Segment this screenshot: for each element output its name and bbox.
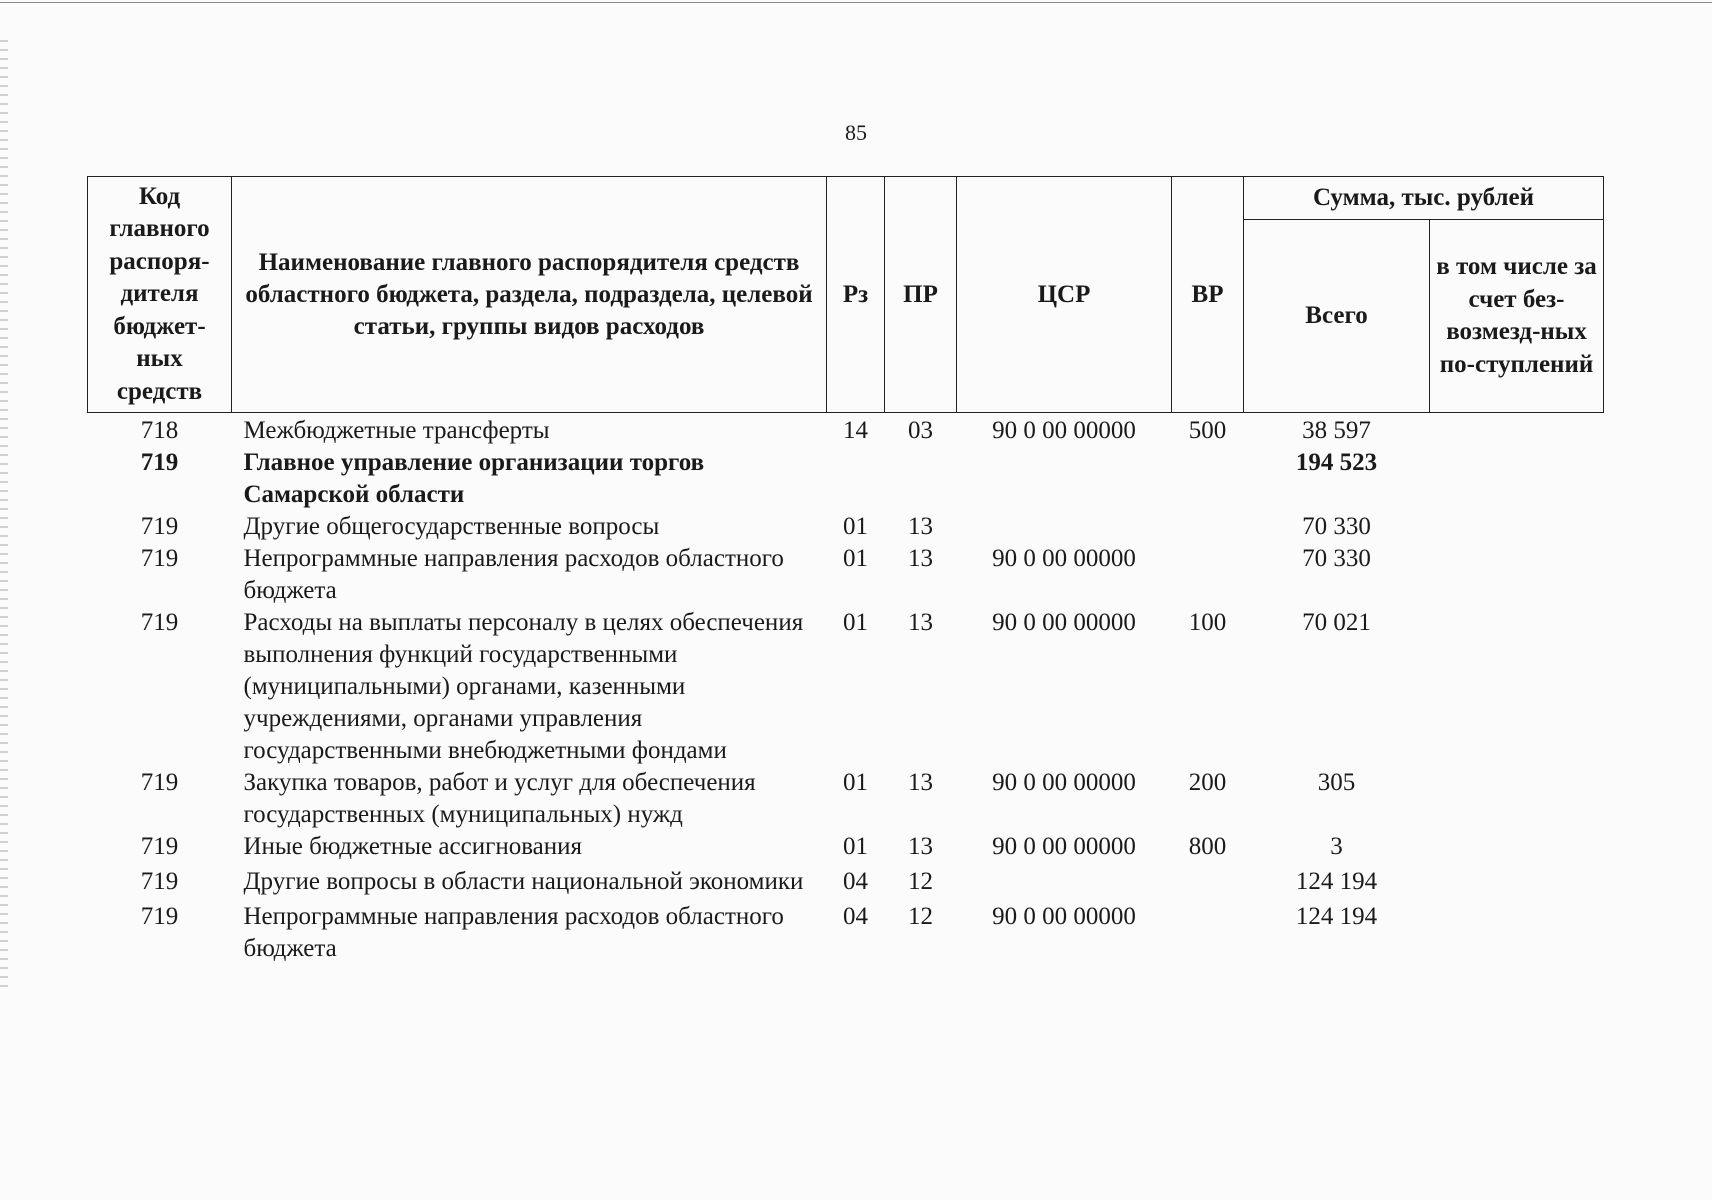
row-total: 305 xyxy=(1317,769,1356,796)
row-free xyxy=(1430,898,1604,965)
row-vr: 800 xyxy=(1188,833,1227,860)
row-pr: 13 xyxy=(908,833,933,860)
row-pr: 13 xyxy=(908,609,933,636)
row-csr: 90 0 00 00000 xyxy=(992,903,1136,930)
row-name: Расходы на выплаты персоналу в целях обеспечения выполнения функций государственными (муниципальными) органами, казенными учреждениями, органами управления государственными внебюджетными фондами xyxy=(243,609,804,764)
row-total: 38 597 xyxy=(1302,417,1371,444)
row-rz: 04 xyxy=(843,903,868,930)
row-total: 70 330 xyxy=(1302,513,1371,540)
row-vr xyxy=(1172,447,1244,511)
row-code: 719 xyxy=(140,609,179,636)
header-code: Код главного распоря-дителя бюджет-ных средств xyxy=(88,177,232,413)
row-rz: 01 xyxy=(843,513,868,540)
row-free xyxy=(1430,511,1604,543)
row-csr: 90 0 00 00000 xyxy=(992,833,1136,860)
row-code: 719 xyxy=(140,513,179,540)
row-code: 719 xyxy=(140,868,179,895)
table-body xyxy=(88,413,1604,966)
row-total: 70 021 xyxy=(1302,609,1371,636)
row-pr: 13 xyxy=(908,545,933,572)
header-pr: ПР xyxy=(885,177,957,413)
row-rz xyxy=(827,447,885,511)
header-rz: Рз xyxy=(827,177,885,413)
table-row-organization xyxy=(88,447,1604,511)
budget-table xyxy=(87,176,1604,965)
row-pr: 12 xyxy=(908,903,933,930)
row-name: Другие общегосударственные вопросы xyxy=(243,513,660,540)
row-csr: 90 0 00 00000 xyxy=(992,769,1136,796)
row-total: 70 330 xyxy=(1302,545,1371,572)
row-free xyxy=(1430,607,1604,767)
row-name: Межбюджетные трансферты xyxy=(243,417,550,444)
row-vr xyxy=(1172,898,1244,965)
row-vr: 200 xyxy=(1188,769,1227,796)
row-name: Закупка товаров, работ и услуг для обеспечения государственных (муниципальных) нужд xyxy=(243,769,756,828)
row-rz: 04 xyxy=(843,868,868,895)
row-name: Другие вопросы в области национальной экономики xyxy=(243,868,804,895)
header-vr: ВР xyxy=(1172,177,1244,413)
table-row xyxy=(88,831,1604,863)
row-free xyxy=(1430,447,1604,511)
header-name: Наименование главного распорядителя средств областного бюджета, раздела, подраздела, целевой статьи, группы видов расходов xyxy=(232,177,827,413)
row-code: 719 xyxy=(140,449,179,476)
header-csr: ЦСР xyxy=(957,177,1172,413)
row-rz: 01 xyxy=(843,609,868,636)
header-sum-group: Сумма, тыс. рублей xyxy=(1244,177,1604,220)
row-csr: 90 0 00 00000 xyxy=(992,609,1136,636)
row-free xyxy=(1430,543,1604,607)
row-free xyxy=(1430,767,1604,831)
row-pr xyxy=(885,447,957,511)
row-csr: 90 0 00 00000 xyxy=(992,545,1136,572)
table-header xyxy=(88,177,1604,413)
row-code: 719 xyxy=(140,769,179,796)
row-total: 124 194 xyxy=(1295,903,1378,930)
row-pr: 13 xyxy=(908,513,933,540)
row-name: Главное управление организации торгов Самарской области xyxy=(243,449,705,508)
header-free: в том числе за счет без-возмезд-ных по-ступлений xyxy=(1430,220,1604,413)
row-vr xyxy=(1172,863,1244,898)
table-row xyxy=(88,511,1604,543)
row-free xyxy=(1430,413,1604,448)
page-top-edge xyxy=(0,2,1712,3)
row-total: 194 523 xyxy=(1295,449,1378,476)
row-pr: 03 xyxy=(908,417,933,444)
row-vr xyxy=(1172,511,1244,543)
row-total: 3 xyxy=(1330,833,1343,860)
row-total: 124 194 xyxy=(1295,868,1378,895)
row-code: 719 xyxy=(140,545,179,572)
table-row xyxy=(88,898,1604,965)
table-row xyxy=(88,543,1604,607)
row-rz: 01 xyxy=(843,769,868,796)
row-csr: 90 0 00 00000 xyxy=(992,417,1136,444)
table-row xyxy=(88,413,1604,448)
row-name: Непрограммные направления расходов областного бюджета xyxy=(243,545,784,604)
table-row xyxy=(88,607,1604,767)
row-csr xyxy=(957,447,1172,511)
scan-edge-noise xyxy=(0,40,8,990)
row-code: 719 xyxy=(140,903,179,930)
row-pr: 12 xyxy=(908,868,933,895)
table-row xyxy=(88,767,1604,831)
page-number: 85 xyxy=(845,120,867,145)
row-csr xyxy=(957,863,1172,898)
row-free xyxy=(1430,863,1604,898)
header-total: Всего xyxy=(1244,220,1430,413)
row-code: 719 xyxy=(140,833,179,860)
row-vr: 500 xyxy=(1188,417,1227,444)
row-pr: 13 xyxy=(908,769,933,796)
row-csr xyxy=(957,511,1172,543)
row-rz: 01 xyxy=(843,833,868,860)
row-vr: 100 xyxy=(1188,609,1227,636)
row-name: Непрограммные направления расходов областного бюджета xyxy=(243,903,784,962)
row-vr xyxy=(1172,543,1244,607)
table-row xyxy=(88,863,1604,898)
row-free xyxy=(1430,831,1604,863)
row-rz: 01 xyxy=(843,545,868,572)
row-name: Иные бюджетные ассигнования xyxy=(243,833,583,860)
row-code: 718 xyxy=(140,417,179,444)
row-rz: 14 xyxy=(843,417,868,444)
